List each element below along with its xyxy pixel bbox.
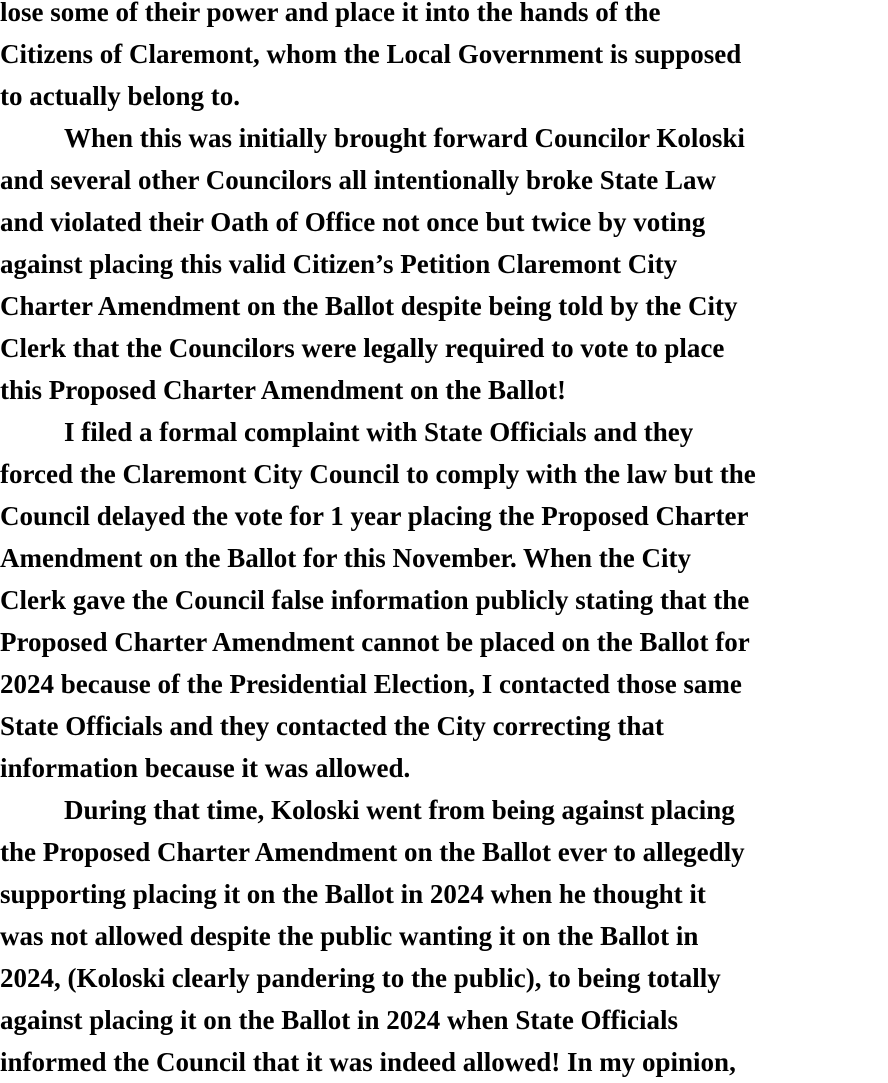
text-line-11: I filed a formal complaint with State Officials and they: [64, 417, 694, 447]
text-line-4: When this was initially brought forward Councilor Koloski: [64, 123, 745, 153]
text-line-14: Amendment on the Ballot for this November. When the City: [0, 543, 691, 573]
text-line-3: to actually belong to.: [0, 81, 240, 111]
text-line-9: Clerk that the Councilors were legally required to vote to place: [0, 333, 725, 363]
text-line-15: Clerk gave the Council false information publicly stating that the: [0, 585, 750, 615]
text-line-2: Citizens of Claremont, whom the Local Government is supposed: [0, 39, 742, 69]
text-line-23: was not allowed despite the public wanting it on the Ballot in: [0, 921, 699, 951]
text-line-20: During that time, Koloski went from being against placing: [64, 795, 735, 825]
text-line-26: informed the Council that it was indeed allowed! In my opinion,: [0, 1047, 736, 1077]
text-line-1: lose some of their power and place it into the hands of the: [0, 0, 661, 27]
text-line-7: against placing this valid Citizen’s Petition Claremont City: [0, 249, 678, 279]
text-line-16: Proposed Charter Amendment cannot be placed on the Ballot for: [0, 627, 750, 657]
text-line-8: Charter Amendment on the Ballot despite being told by the City: [0, 291, 738, 321]
text-line-19: information because it was allowed.: [0, 753, 411, 783]
text-line-17: 2024 because of the Presidential Election, I contacted those same: [0, 669, 742, 699]
text-line-10: this Proposed Charter Amendment on the Ballot!: [0, 375, 566, 405]
text-line-21: the Proposed Charter Amendment on the Ballot ever to allegedly: [0, 837, 745, 867]
text-line-13: Council delayed the vote for 1 year placing the Proposed Charter: [0, 501, 749, 531]
text-line-25: against placing it on the Ballot in 2024 when State Officials: [0, 1005, 679, 1035]
text-line-18: State Officials and they contacted the City correcting that: [0, 711, 664, 741]
text-line-5: and several other Councilors all intentionally broke State Law: [0, 165, 717, 195]
text-line-12: forced the Claremont City Council to comply with the law but the: [0, 459, 756, 489]
text-line-24: 2024, (Koloski clearly pandering to the public), to being totally: [0, 963, 721, 993]
text-line-6: and violated their Oath of Office not once but twice by voting: [0, 207, 706, 237]
text-line-22: supporting placing it on the Ballot in 2024 when he thought it: [0, 879, 706, 909]
